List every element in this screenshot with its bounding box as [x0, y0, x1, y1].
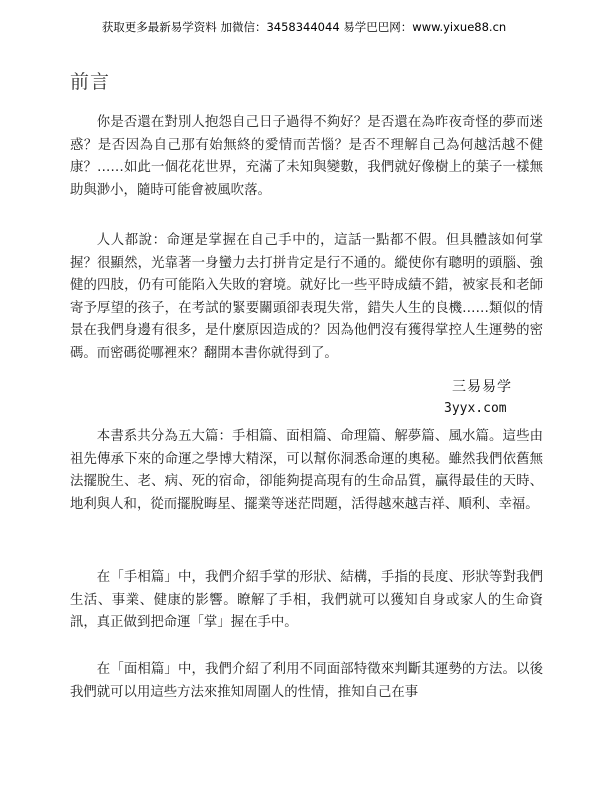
- paragraph-4: 在「手相篇」中，我們介紹手掌的形狀、結構，手指的長度、形狀等對我們生活、事業、健康的影響。瞭解了手相，我們就可以獲知自身或家人的生命資訊，真正做到把命運「掌」握在手中。: [70, 570, 543, 631]
- watermark-url-text: 3yyx.com: [444, 401, 507, 416]
- page-header-banner: 获取更多最新易学资料 加微信：3458344044 易学巴巴网：www.yixue88.cn: [101, 20, 507, 34]
- site-watermark: [444, 378, 554, 418]
- paragraph-5: 在「面相篇」中，我們介紹了利用不同面部特徵來判斷其運勢的方法。以後我們就可以用這些方法來推知周圍人的性情，推知自己在事: [70, 662, 543, 700]
- watermark-chinese-text: 三易易学: [452, 379, 512, 395]
- paragraph-2: 人人都說：命運是掌握在自己手中的，這話一點都不假。但具體該如何掌握？很顯然，光靠著一身蠻力去打拼肯定是行不通的。縱使你有聰明的頭腦、強健的四肢，仍有可能陷入失敗的窘境。就好比一些平時成績不錯，被家長和老師寄予厚望的孩子，在考試的緊要關頭卻表現失常，錯失人生的良機……類似的情景在我們身邊有很多，是什麼原因造成的？因為他們沒有獲得掌控人生運勢的密碼。而密碼從哪裡來？翻開本書你就得到了。: [70, 233, 543, 361]
- page-title: 前言: [70, 71, 111, 93]
- paragraph-1: 你是否還在對別人抱怨自己日子過得不夠好？是否還在為昨夜奇怪的夢而迷惑？是否因為自己那有始無終的愛情而苦惱？是否不理解自己為何越活越不健康？……如此一個花花世界，充滿了未知與變數，我們就好像樹上的葉子一樣無助與渺小，隨時可能會被風吹落。: [70, 115, 543, 198]
- paragraph-3: 本書系共分為五大篇：手相篇、面相篇、命理篇、解夢篇、風水篇。這些由祖先傳承下來的命運之學博大精深，可以幫你洞悉命運的奧秘。雖然我們依舊無法擺脫生、老、病、死的宿命，卻能夠提高現有的生命品質，贏得最佳的天時、地利與人和，從而擺脫晦星、擺業等迷茫問題，活得越來越吉祥、順利、幸福。: [70, 429, 543, 512]
